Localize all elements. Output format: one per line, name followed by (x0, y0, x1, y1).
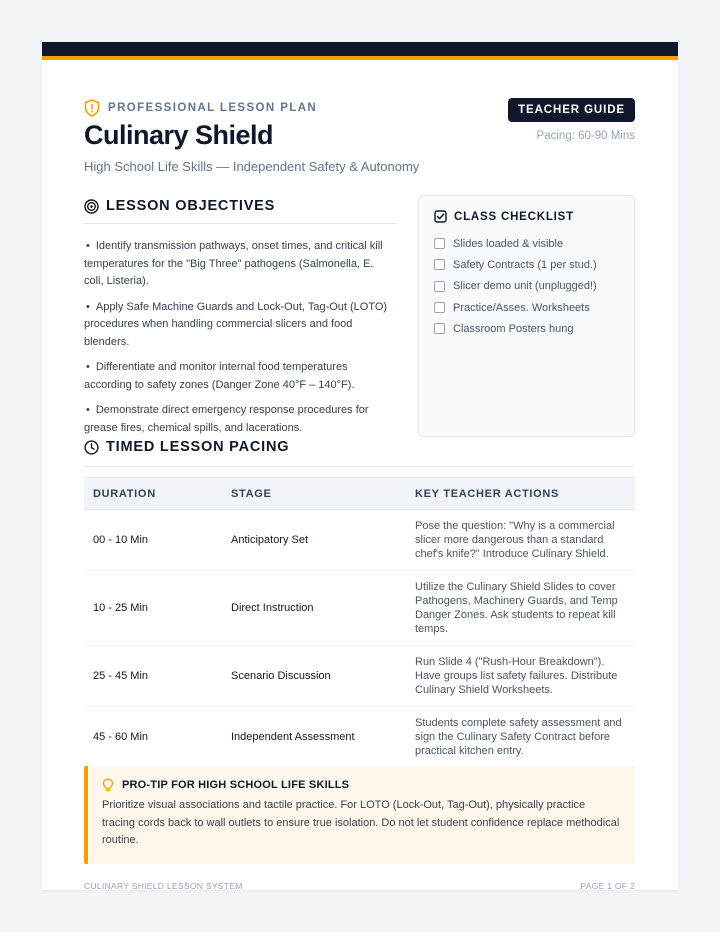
checklist-heading (434, 210, 619, 223)
objective-item: • Identify transmission pathways, onset times, and critical kill temperatures for the "Big Three" pathogens (Salmonella, E. coli, Listeria). (84, 240, 383, 287)
duration-cell: 00 - 10 Min (84, 510, 222, 571)
footer-system-name: CULINARY SHIELD LESSON SYSTEM (84, 881, 243, 891)
pacing-heading (84, 436, 635, 458)
checklist-item[interactable]: Practice/Asses. Worksheets (434, 297, 619, 318)
duration-cell: 10 - 25 Min (84, 571, 222, 646)
table-row (84, 707, 635, 767)
column-header-duration: DURATION (84, 478, 222, 510)
checkbox-check-icon (434, 210, 447, 223)
table-header-row (84, 478, 635, 510)
timed-lesson-pacing-section (84, 436, 635, 767)
lightbulb-icon (102, 778, 114, 792)
checkbox[interactable] (434, 302, 445, 313)
top-accent-bar (42, 56, 678, 60)
stage-cell: Independent Assessment (222, 707, 406, 767)
eyebrow-label: PROFESSIONAL LESSON PLAN (108, 102, 318, 114)
target-icon (84, 199, 99, 214)
checklist-item[interactable]: Slicer demo unit (unplugged!) (434, 276, 619, 297)
clock-icon (84, 440, 99, 455)
objectives-heading (84, 195, 396, 217)
tip-title: PRO-TIP FOR HIGH SCHOOL LIFE SKILLS (122, 779, 350, 791)
stage-cell: Scenario Discussion (222, 646, 406, 707)
duration-cell: 45 - 60 Min (84, 707, 222, 767)
objectives-list (84, 238, 396, 437)
pacing-table (84, 477, 635, 767)
lesson-plan-page (42, 42, 678, 890)
checklist-item[interactable]: Classroom Posters hung (434, 318, 619, 339)
shield-icon (84, 99, 100, 117)
table-row (84, 510, 635, 571)
checklist-item[interactable]: Slides loaded & visible (434, 233, 619, 254)
objective-item: • Demonstrate direct emergency response procedures for grease fires, chemical spills, and lacerations. (84, 404, 369, 434)
checklist-items (434, 233, 619, 339)
actions-cell: Pose the question: "Why is a commercial slicer more dangerous than a standard chef's knife?" Introduce Culinary Shield. (406, 510, 635, 571)
checklist-title: CLASS CHECKLIST (454, 210, 574, 223)
column-header-actions: KEY TEACHER ACTIONS (406, 478, 635, 510)
actions-cell: Students complete safety assessment and sign the Culinary Safety Contract before practical kitchen entry. (406, 707, 635, 767)
table-row (84, 571, 635, 646)
page-header (84, 98, 635, 174)
pacing-duration: Pacing: 60-90 Mins (536, 130, 635, 142)
tip-body: Prioritize visual associations and tactile practice. For LOTO (Lock-Out, Tag-Out), physically practice tracing cords back to wall outlets to ensure true isolation. Do not let student confidence replace methodical routine. (102, 799, 620, 846)
pacing-divider (84, 466, 635, 467)
checkbox[interactable] (434, 281, 445, 292)
teacher-guide-badge: TEACHER GUIDE (508, 98, 635, 122)
checkbox[interactable] (434, 259, 445, 270)
checkbox[interactable] (434, 323, 445, 334)
table-row (84, 646, 635, 707)
checkbox[interactable] (434, 238, 445, 249)
objectives-divider (84, 223, 396, 224)
column-header-stage: STAGE (222, 478, 406, 510)
stage-cell: Anticipatory Set (222, 510, 406, 571)
duration-cell: 25 - 45 Min (84, 646, 222, 707)
page-subtitle: High School Life Skills — Independent Safety & Autonomy (84, 159, 420, 174)
pacing-title: TIMED LESSON PACING (106, 439, 290, 455)
actions-cell: Run Slide 4 ("Rush-Hour Breakdown"). Have groups list safety failures. Distribute Culinary Shield Worksheets. (406, 646, 635, 707)
top-navy-bar (42, 42, 678, 56)
class-checklist-panel (418, 195, 635, 437)
pro-tip-callout (84, 766, 635, 864)
objective-item: • Apply Safe Machine Guards and Lock-Out, Tag-Out (LOTO) procedures when handling commercial slicers and food blenders. (84, 300, 388, 348)
footer-page-number: PAGE 1 OF 2 (580, 881, 635, 891)
lesson-objectives-section (84, 195, 396, 445)
tip-heading (102, 778, 621, 792)
objective-item: • Differentiate and monitor internal food temperatures according to safety zones (Danger Zone 40°F – 140°F). (84, 361, 355, 391)
objectives-title: LESSON OBJECTIVES (106, 198, 276, 214)
checklist-item[interactable]: Safety Contracts (1 per stud.) (434, 254, 619, 275)
stage-cell: Direct Instruction (222, 571, 406, 646)
actions-cell: Utilize the Culinary Shield Slides to cover Pathogens, Machinery Guards, and Temp Danger Zones. Ask students to repeat kill temps. (406, 571, 635, 646)
page-title: Culinary Shield (84, 120, 274, 150)
